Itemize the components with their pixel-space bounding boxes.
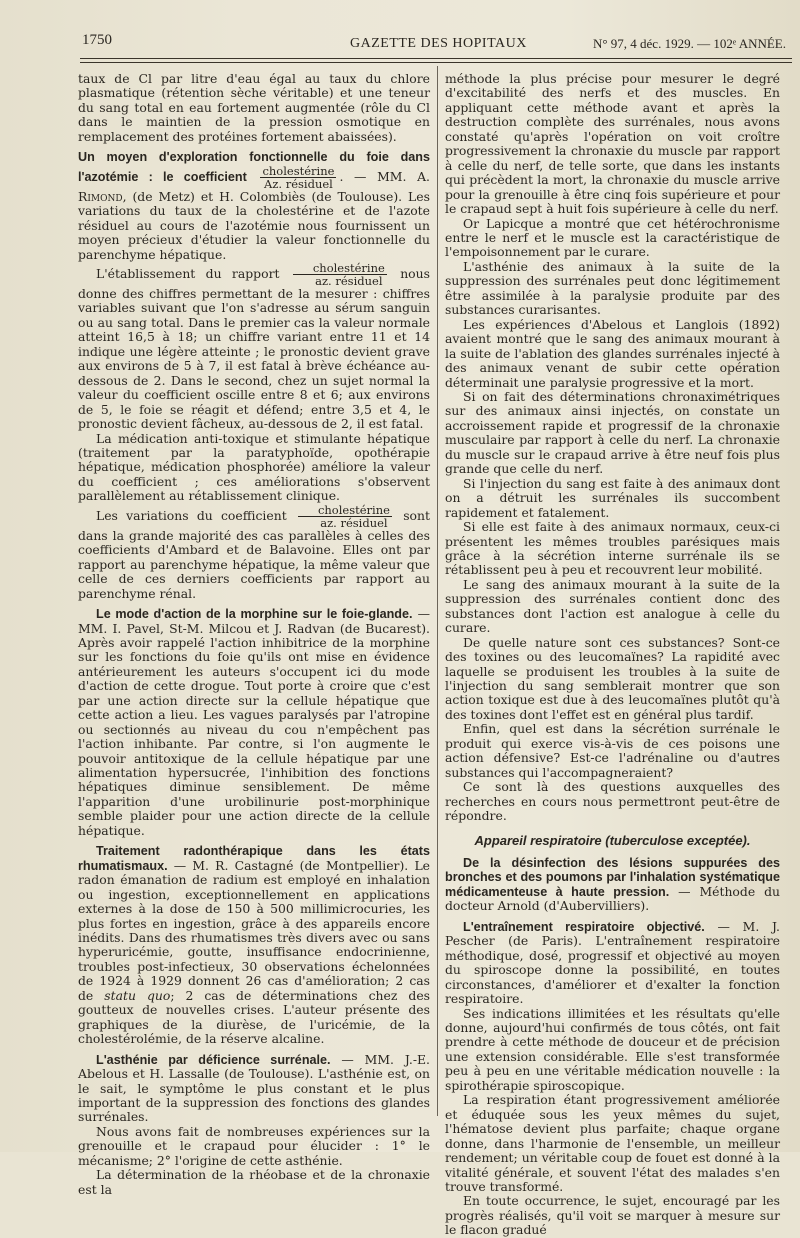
- article-authors: . — MM. A. Rimond,: [78, 168, 430, 204]
- left-column: [78, 72, 430, 1197]
- paragraph: Les variations du coefficient $\frac{\text{cholestérine}}{\text{az. résiduel}}$ sont dans la grande majorité des cas parallèles à celles des coefficients d'Ambard et de Balavoine. Elles ont par rapport au parenchyme hépatique, la même valeur que celle de ces derniers coefficients par rapport au parenchyme rénal.: [78, 502, 430, 601]
- paragraph: L'établissement du rapport $\frac{\text{cholestérine}}{\text{az. résiduel}}$ nous donne des chiffres permettant de la mesurer : chiffres variables suivant que l'on s'adresse au sérum sanguin ou au sang total. Dans le premier cas la valeur normale atteint 16,5 à 18; un chiffre variant entre 11 et 14 indique une légère atteinte ; le pronostic devient grave aux environs de 5 à 7, il est fatal à brève échéance au-dessous de 2. Dans le second, chez un sujet normal la valeur du coefficient oscille entre 8 et 6; aux environs de 5, le foie se réagit et défend; entre 3,5 et 4, le pronostic devient fâcheux, au-dessous de 2, il est fatal.: [78, 260, 430, 432]
- paragraph: Si l'injection du sang est faite à des animaux dont on a détruit les surrénales ils succombent rapidement et fatalement.: [445, 475, 780, 520]
- paragraph: Enfin, quel est dans la sécrétion surrénale le produit qui exerce vis-à-vis de ces poisons une action défensive? Est-ce l'adrénaline ou d'autres substances qui l'accompagneraient?: [445, 721, 780, 780]
- paragraph: De quelle nature sont ces substances? Sont-ce des toxines ou des leucomaïnes? La rapidité avec laquelle se produisent les troubles à la suite de l'injection du sang semblerait montrer que son action toxique est due à des leucomaïnes plutôt qu'à des toxines dont l'effet est en général plus tardif.: [445, 634, 780, 722]
- article-radon: Traitement radonthérapique dans les états rhumatismaux. — M. R. Castagné (de Montpellier). Le radon émanation de radium est employé en inhalation ou ingestion, exceptionnellement en applications externes à la dose de 150 à 500 millimicrocuries, les plus fortes en ingestion, grâce à des appareils encore inédits. Dans des rhumatismes très divers avec ou sans hyperuricémie, goutte, insuffisance endocrinienne, troubles post-infectieux, 30 observations échelonnées de 1924 à 1929 donnent 26 cas d'amélioration; 2 cas de statu quo; 2 cas de déterminations chez des goutteux de nouvelles crises. L'auteur présente des graphiques de la diurèse, de l'uricémie, de la cholestérolémie, de la réserve alcaline.: [78, 844, 431, 1047]
- article-authors: — MM. J.-E. Abelous et H. Lassalle (de Toulouse).: [78, 1051, 430, 1082]
- journal-title: GAZETTE DES HOPITAUX: [350, 36, 527, 51]
- article-desinfection: [445, 856, 780, 914]
- article-morphine: [78, 607, 430, 838]
- paragraph: Ses indications illimitées et les résultats qu'elle donne, aujourd'hui confirmés de tous côtés, ont fait prendre à cette méthode de douceur et de précision une extension considérable. Elle s'est transformée peu à peu en une véritable médication nouvelle : la spirothérapie spiroscopique.: [445, 1005, 780, 1093]
- article-title: Traitement radonthérapique dans les états rhumatismaux.: [78, 844, 430, 873]
- issue-info: N° 97, 4 déc. 1929. — 102ᵉ ANNÉE.: [592, 36, 786, 51]
- fraction: $\frac{\text{cholestérine}}{\text{Az. résiduel}}$: [262, 163, 335, 191]
- paragraph: En toute occurrence, le sujet, encouragé par les progrès réalisés, qu'il voit se marquer à mesure sur le flacon gradué: [445, 1193, 780, 1238]
- section-subtitle: Appareil respiratoire (tuberculose exceptée).: [474, 832, 751, 848]
- paragraph: L'asthénie des animaux à la suite de la suppression des surrénales peut donc légitimement être assimilée à la paralysie produite par des substances curarisantes.: [445, 258, 780, 318]
- header-rule: [80, 58, 792, 59]
- page-number: 1750: [82, 32, 112, 48]
- article-body: (de Metz) et H. Colombiès (de Toulouse). Les variations du taux de la cholestérine et de l'azote résiduel au cours de l'azotémie nous fournissent un moyen précieux d'étudier la valeur fonctionnelle du parenchyme hépatique.: [78, 188, 430, 262]
- paragraph: Les expériences d'Abelous et Langlois (1892) avaient montré que le sang des animaux mourant à la suite de l'ablation des glandes surrénales injecté à des animaux venant de subir cette opération déterminait une paralysie progressive et la mort.: [445, 316, 780, 390]
- article-authors: — MM. I. Pavel, St-M. Milcou et J. Radvan (de Bucarest).: [78, 606, 430, 636]
- paragraph: Or Lapicque a montré que cet hétérochronisme entre le nerf et le muscle est la caractéristique de l'empoisonnement par le curare.: [445, 215, 780, 260]
- article-authors: — M. J. Pescher (de Paris).: [445, 918, 780, 949]
- paragraph: Le sang des animaux mourant à la suite de la suppression des surrénales contient donc des substances dont l'action est analogue à celle du curare.: [445, 576, 780, 636]
- paragraph: Nous avons fait de nombreuses expériences sur la grenouille et le crapaud pour élucider : 1° le mécanisme; 2° l'origine de cette asthénie.: [78, 1123, 430, 1168]
- article-title: De la désinfection des lésions suppurées des bronches et des poumons par l'inhalation systématique médicamenteuse à haute pression.: [445, 856, 780, 899]
- paragraph: Si on fait des déterminations chronaximétriques sur des animaux ainsi injectés, on constate un accroissement rapide et progressif de la chronaxie musculaire par rapport à celle du nerf. La chronaxie du muscle sur le crapaud arrive à être neuf fois plus grande que celle du nerf.: [445, 388, 780, 477]
- article-authors: — M. R. Castagné (de Montpellier).: [167, 857, 409, 873]
- fraction: $\frac{\text{cholestérine}}{\text{az. résiduel}}$: [298, 504, 392, 529]
- article-body: Après avoir rappelé l'action inhibitrice de la morphine sur les fonctions du foie qu'ils ont mise en évidence antérieurement les auteurs s'occupent ici du mode d'action de cette drogue. Tout porte à croire que c'est par une action directe sur la cellule hépatique que cette action a lieu. Les vagues paralysés par l'atropine ou sectionnés au niveau du cou n'empêchent pas l'action inhibante. Par contre, si l'on augmente le pouvoir antitoxique de la cellule hépatique par une alimentation hypersucrée, l'inhibition des fonctions hépatiques diminue sensiblement. De même l'apparition d'une urobilinurie post-morphinique semble plaider pour une action directe de la cellule hépatique.: [78, 634, 430, 838]
- right-column: [445, 72, 780, 1238]
- column-divider: [437, 66, 438, 1116]
- paragraph: méthode la plus précise pour mesurer le degré d'excitabilité des nerfs et des muscles. En appliquant cette méthode avant et après la destruction complète des surrénales, nous avons constaté qu'après l'opération on voit croître progressivement la chronaxie du muscle par rapport à celle du nerf, de telle sorte, que dans les instants qui précèdent la mort, la chronaxie du muscle arrive pour la grenouille à être cinq fois supérieure et pour le crapaud sept à huit fois supérieure à celle du nerf.: [445, 71, 780, 217]
- article-title: L'entraînement respiratoire objectivé.: [463, 919, 705, 934]
- article-asthenie: L'asthénie par déficience surrénale. — MM. J.-E. Abelous et H. Lassalle (de Toulouse). L'asthénie est, on le sait, le symptôme le plus constant et le plus important de la suppression des fonctions des glandes surrénales.: [78, 1051, 430, 1125]
- paragraph: Ce sont là des questions auxquelles des recherches en cours nous permettront peut-être de répondre.: [445, 779, 780, 824]
- article-title: L'asthénie par déficience surrénale.: [96, 1052, 331, 1067]
- paragraph: Si elle est faite à des animaux normaux, ceux-ci présentent les mêmes troubles parésiques mais grâce à la sécrétion interne surrénale ils se rétablissent peu à peu et recouvrent leur mobilité.: [445, 519, 780, 578]
- article-authors: — Méthode du docteur Arnold (d'Aubervilliers).: [445, 883, 780, 914]
- article-title: Un moyen d'exploration fonctionnelle du foie dans l'azotémie : le coefficient: [78, 150, 430, 184]
- article-cholesterine: [78, 150, 430, 262]
- paragraph: La médication anti-toxique et stimulante hépatique (traitement par la paratyphoïde, opothérapie hépatique, médication phosphorée) améliore la valeur du coefficient ; ces améliorations s'observent parallèlement au rétablissement clinique.: [78, 430, 430, 504]
- article-entrainement: L'entraînement respiratoire objectivé. — M. J. Pescher (de Paris). L'entraînement respiratoire méthodique, dosé, progressif et objectivé au moyen du spiroscope donne la possibilité, en toutes circonstances, d'améliorer et d'exalter la fonction respiratoire.: [445, 918, 780, 1007]
- article-title: Le mode d'action de la morphine sur le foie-glande.: [96, 607, 413, 622]
- paragraph: taux de Cl par litre d'eau égal au taux du chlore plasmatique (rétention sèche véritable) et une teneur du sang total en eau fortement augmentée (rôle du Cl dans le maintien de la pression osmotique en remplacement des protéines fortement abaissées).: [78, 71, 430, 144]
- fraction: $\frac{\text{cholestérine}}{\text{az. résiduel}}$: [293, 262, 387, 287]
- paragraph: La détermination de la rhéobase et de la chronaxie est la: [78, 1167, 430, 1197]
- page-header: [60, 32, 790, 56]
- paragraph: La respiration étant progressivement améliorée et éduquée sous les yeux mêmes du sujet, l'hématose devient plus parfaite; chaque organe donne, dans l'harmonie de l'ensemble, un meilleur rendement; un véritable coup de fouet est donné à la vitalité générale, et souvent l'état des malades s'en trouve transformé.: [445, 1092, 780, 1194]
- header-rule-double: [80, 62, 792, 63]
